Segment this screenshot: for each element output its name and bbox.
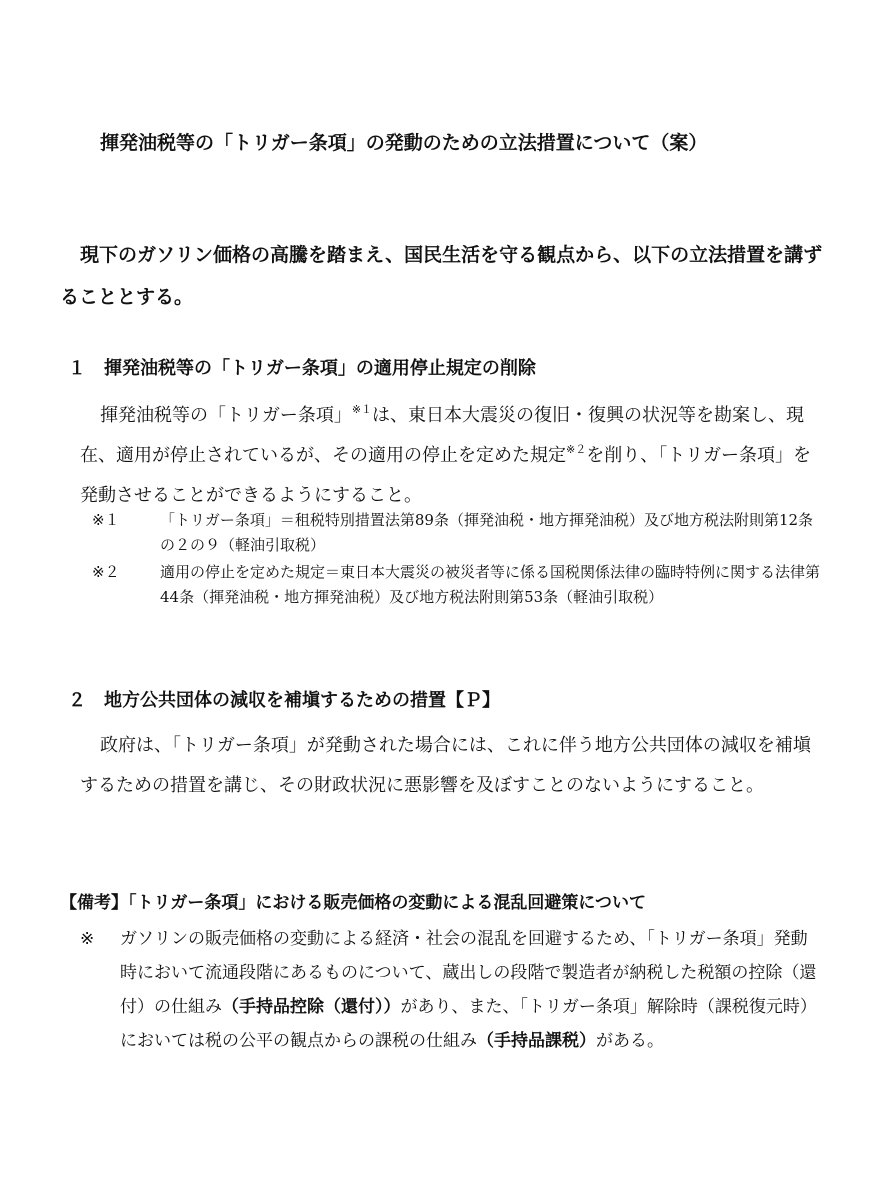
remark-text-part-a: ガソリンの販売価格の変動による経済・社会の混乱を回避するため、「トリガー条項」発動時において流通段階にあるものについて、蔵出しの段階で製造者が納税した税額の控除（還付）の仕組み [120,929,817,1017]
remark-text-part-c: がある。 [596,1031,664,1051]
intro-paragraph [60,234,835,318]
intro-text: 現下のガソリン価格の高騰を踏まえ、国民生活を守る観点から、以下の立法措置を講ずることとする。 [60,244,823,308]
note-2 [92,560,822,610]
footnote-ref-1: ※１ [351,403,373,416]
note-1-mark: ※１ [92,511,120,529]
section-1-body-part-b: は、東日本大震災の復旧・復興の状況等を勘案し、現在、適用が停止されているが、その適用の停止を定めた規定 [80,405,805,466]
remark-bold-1: （手持品控除（還付）） [222,997,401,1017]
note-1 [92,508,822,558]
remark-body [80,922,820,1058]
footnote-ref-2: ※２ [566,443,587,456]
remark-heading: 【備考】「トリガー条項」における販売価格の変動による混乱回避策について [60,893,646,913]
section-1-heading: １ 揮発油税等の「トリガー条項」の適用停止規定の削除 [68,358,536,379]
note-2-mark: ※２ [92,563,120,581]
section-2-body-text: 政府は、「トリガー条項」が発動された場合には、これに伴う地方公共団体の減収を補塡するための措置を講じ、その財政状況に悪影響を及ぼすことのないようにすること。 [80,735,811,796]
section-1-notes [92,508,822,612]
remark-mark: ※ [80,929,95,949]
note-1-text: 「トリガー条項」＝租税特別措置法第89条（揮発油税・地方揮発油税）及び地方税法附則第12条の２の９（軽油引取税） [160,511,814,554]
section-2-body [80,726,825,806]
document-title: 揮発油税等の「トリガー条項」の発動のための立法措置について（案） [100,132,708,154]
remark-text [120,922,820,1058]
remark-text-part-b: があり、また、「トリガー条項」解除時（課税復元時）においては税の公平の観点からの課税の仕組み [120,997,817,1051]
note-2-text: 適用の停止を定めた規定＝東日本大震災の被災者等に係る国税関係法律の臨時特例に関する法律第44条（揮発油税・地方揮発油税）及び地方税法附則第53条（軽油引取税） [160,563,821,606]
section-1-body [80,396,825,516]
section-1-body-part-a: 揮発油税等の「トリガー条項」 [100,405,352,426]
section-2-heading: ２ 地方公共団体の減収を補塡するための措置【Ｐ】 [68,690,500,711]
remark-bold-2: （手持品課税） [477,1031,596,1051]
section-1-body-part-c: を削り、「トリガー条項」を発動させることができるようにすること。 [80,445,812,506]
